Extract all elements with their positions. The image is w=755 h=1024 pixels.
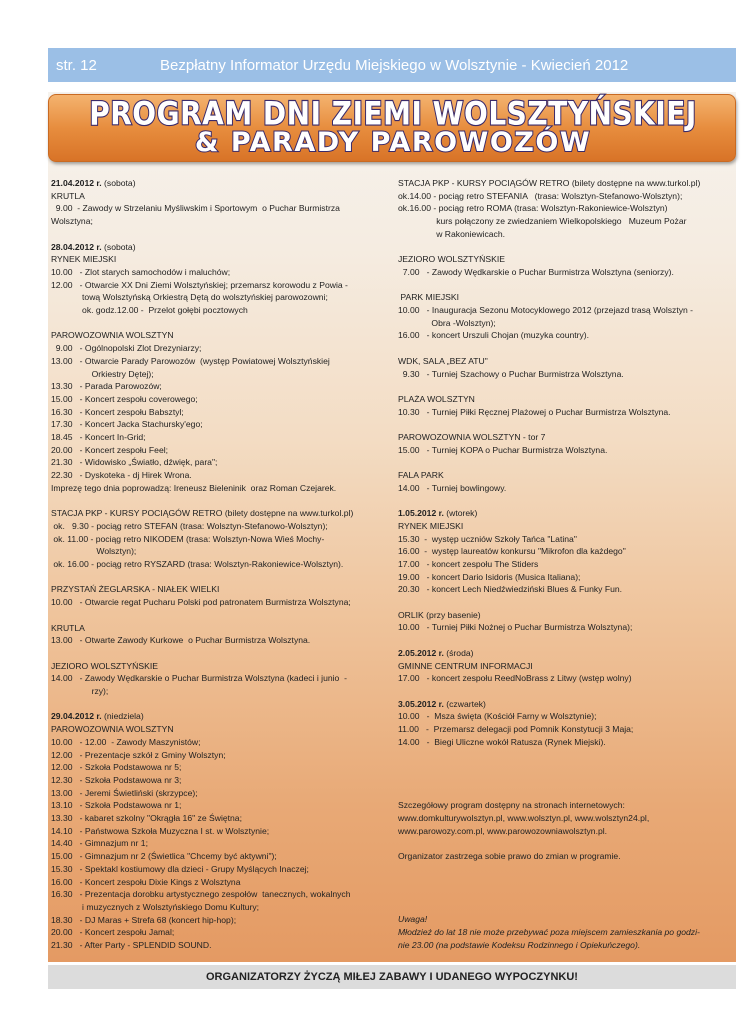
program-text: KRUTLA <box>51 190 85 201</box>
program-line <box>398 913 733 926</box>
program-line <box>51 660 391 673</box>
program-text: ok.14.00 - pociąg retro STEFANIA (trasa: Wolsztyn-Stefanowo-Wolsztyn); <box>398 190 683 201</box>
line-gap <box>398 748 733 761</box>
line-gap <box>398 685 733 698</box>
program-text: ok. 11.00 - pociąg retro NIKODEM (trasa: Wolsztyn-Nowa Wieś Mochy- <box>51 533 325 544</box>
program-line <box>398 507 733 520</box>
line-gap <box>398 888 733 901</box>
program-text: 9.00 - Zawody w Strzelaniu Myśliwskim i Sportowym o Puchar Burmistrza <box>51 203 340 214</box>
program-line <box>398 736 733 749</box>
program-text: www.domkulturywolsztyn.pl, www.wolsztyn.pl, www.wolsztyn24.pl, <box>398 812 650 823</box>
program-text: 22.30 - Dyskoteka - dj Hirek Wrona. <box>51 470 192 481</box>
line-gap <box>398 342 733 355</box>
program-date: 21.04.2012 r. <box>51 178 102 188</box>
program-line <box>51 596 391 609</box>
program-line <box>51 469 391 482</box>
program-line <box>51 761 391 774</box>
right-column <box>398 177 733 952</box>
program-line <box>398 329 733 342</box>
line-gap <box>51 228 391 241</box>
program-text: Szczegółowy program dostępny na stronach internetowych: <box>398 800 625 811</box>
program-line <box>398 533 733 546</box>
program-text: 14.00 - Zawody Wędkarskie o Puchar Burmistrza Wolsztyna (kadeci i junio - <box>51 673 347 684</box>
program-text: 7.00 - Zawody Wędkarskie o Puchar Burmistrza Wolsztyna (seniorzy). <box>398 266 674 277</box>
banner-title-line1: PROGRAM DNI ZIEMI WOLSZTYŃSKIEJ <box>89 94 697 133</box>
program-line <box>51 634 391 647</box>
program-text: 13.00 - Otwarcie Parady Parowozów (występ Powiatowej Wolsztyńskiej <box>51 355 330 366</box>
program-text: 12.00 - Prezentacje szkół z Gminy Wolsztyn; <box>51 749 226 760</box>
program-text: 18.45 - Koncert In-Grid; <box>51 432 146 443</box>
program-line <box>398 177 733 190</box>
program-text: ok.16.00 - pociąg retro ROMA (trasa: Wolsztyn-Rakoniewice-Wolsztyn) <box>398 203 668 214</box>
line-gap <box>398 279 733 292</box>
program-text: 21.30 - After Party - SPLENDID SOUND. <box>51 940 212 951</box>
program-line <box>398 926 733 939</box>
program-text: (czwartek) <box>443 698 486 709</box>
program-text: PAROWOZOWNIA WOLSZTYN <box>51 724 174 735</box>
program-text: 13.10 - Szkoła Podstawowa nr 1; <box>51 800 182 811</box>
program-line <box>51 215 391 228</box>
program-line <box>51 342 391 355</box>
program-line <box>51 787 391 800</box>
program-text: RYNEK MIEJSKI <box>398 520 464 531</box>
program-text: 17.00 - koncert zespołu ReedNoBrass z Litwy (wstęp wolny) <box>398 673 632 684</box>
program-text: 13.30 - Parada Parowozów; <box>51 381 162 392</box>
program-line <box>398 672 733 685</box>
program-text: STACJA PKP - KURSY POCIĄGÓW RETRO (bilety dostępne na www.turkol.pl) <box>398 178 701 188</box>
program-text: ok. 16.00 - pociąg retro RYSZARD (trasa: Wolsztyn-Rakoniewice-Wolsztyn). <box>51 559 344 570</box>
line-gap <box>398 761 733 774</box>
program-text: 17.00 - koncert zespołu The Stiders <box>398 558 539 569</box>
program-line <box>398 482 733 495</box>
program-text: STACJA PKP - KURSY POCIĄGÓW RETRO (bilety dostępne na www.turkol.pl) <box>51 508 354 519</box>
program-text: PAROWOZOWNIA WOLSZTYN - tor 7 <box>398 431 546 442</box>
program-text: 12.00 - Otwarcie XX Dni Ziemi Wolsztyńskiej; przemarsz korowodu z Powia - <box>51 279 348 290</box>
program-line <box>51 507 391 520</box>
line-gap <box>398 875 733 888</box>
program-text: nie 23.00 (na podstawie Kodeksu Rodzinnego i Opiekuńczego). <box>398 939 641 950</box>
program-line <box>398 850 733 863</box>
program-text: 12.30 - Szkoła Podstawowa nr 3; <box>51 774 182 785</box>
program-line <box>51 876 391 889</box>
program-line <box>398 660 733 673</box>
program-text: (środa) <box>443 647 474 658</box>
line-gap <box>51 609 391 622</box>
program-text: rzy); <box>51 686 109 697</box>
program-line <box>51 812 391 825</box>
program-text: Uwaga! <box>398 914 428 925</box>
line-gap <box>51 647 391 660</box>
line-gap <box>398 901 733 914</box>
program-line <box>398 393 733 406</box>
program-line <box>398 253 733 266</box>
footer-text: ORGANIZATORZY ŻYCZĄ MIŁEJ ZABAWY I UDANEGO WYPOCZYNKU! <box>206 971 578 983</box>
program-line <box>51 558 391 571</box>
program-text: 18.30 - DJ Maras + Strefa 68 (koncert hip-hop); <box>51 914 237 925</box>
program-line <box>51 241 391 254</box>
program-line <box>398 799 733 812</box>
left-column <box>51 177 391 952</box>
program-date: 3.05.2012 r. <box>398 698 444 709</box>
program-text: 13.00 - Otwarte Zawody Kurkowe o Puchar Burmistrza Wolsztyna. <box>51 635 311 646</box>
program-text: (sobota) <box>101 178 136 188</box>
page-header <box>48 48 736 82</box>
program-text: KRUTLA <box>51 622 85 633</box>
program-line <box>398 202 733 215</box>
line-gap <box>398 380 733 393</box>
program-line <box>51 685 391 698</box>
program-text: 20.00 - Koncert zespołu Jamal; <box>51 927 175 938</box>
program-text: 14.10 - Państwowa Szkoła Muzyczna I st. w Wolsztynie; <box>51 825 270 836</box>
program-line <box>398 190 733 203</box>
program-text: 10.30 - Turniej Piłki Ręcznej Plażowej o Puchar Burmistrza Wolsztyna. <box>398 406 671 417</box>
line-gap <box>398 787 733 800</box>
program-line <box>398 710 733 723</box>
publication-title: Bezpłatny Informator Urzędu Miejskiego w Wolsztynie - Kwiecień 2012 <box>160 56 629 74</box>
program-line <box>398 545 733 558</box>
program-line <box>51 520 391 533</box>
program-text: Wolsztyn); <box>51 546 137 557</box>
program-line <box>398 291 733 304</box>
line-gap <box>51 317 391 330</box>
program-line <box>51 837 391 850</box>
program-line <box>51 368 391 381</box>
program-line <box>51 190 391 203</box>
program-text: 9.00 - Ogólnopolski Zlot Drezyniarzy; <box>51 343 202 354</box>
program-line <box>51 888 391 901</box>
program-text: i muzycznych z Wolsztyńskiego Domu Kultury; <box>51 901 260 912</box>
program-line <box>398 520 733 533</box>
program-line <box>51 431 391 444</box>
line-gap <box>398 418 733 431</box>
program-line <box>51 444 391 457</box>
program-text: 10.00 - Otwarcie regat Pucharu Polski pod patronatem Burmistrza Wolsztyna; <box>51 597 351 608</box>
program-text: Obra -Wolsztyn); <box>398 317 496 328</box>
program-text: 20.30 - koncert Lech Niedźwiedziński Blues & Funky Fun. <box>398 584 623 595</box>
program-line <box>51 622 391 635</box>
program-text: 13.00 - Jeremi Świetliński (skrzypce); <box>51 787 198 798</box>
program-text: WDK, SALA „BEZ ATU" <box>398 355 488 366</box>
program-line <box>51 266 391 279</box>
program-line <box>51 482 391 495</box>
program-text: 10.00 - Turniej Piłki Nożnej o Puchar Burmistrza Wolsztyna); <box>398 622 633 633</box>
program-text: 11.00 - Przemarsz delegacji pod Pomnik Konstytucji 3 Maja; <box>398 724 634 735</box>
program-line <box>51 291 391 304</box>
program-text: 13.30 - kabaret szkolny "Okrągła 16" ze Świętna; <box>51 813 242 824</box>
program-text: kurs połączony ze zwiedzaniem Wielkopolskiego Muzeum Pożar <box>398 216 687 227</box>
program-line <box>51 456 391 469</box>
program-text: Wolsztyna; <box>51 216 93 227</box>
program-line <box>51 825 391 838</box>
program-line <box>51 329 391 342</box>
program-line <box>398 444 733 457</box>
program-line <box>51 253 391 266</box>
program-text: 15.30 - występ uczniów Szkoły Tańca "Latina" <box>398 533 577 544</box>
program-text: tową Wolsztyńską Orkiestrą Dętą do wolsztyńskiej parowozowni; <box>51 292 328 303</box>
program-line <box>398 939 733 952</box>
program-text: Orkiestry Dętej); <box>51 368 154 379</box>
program-line <box>51 202 391 215</box>
footer-banner <box>48 965 736 989</box>
program-line <box>398 469 733 482</box>
program-text: 21.30 - Widowisko „Światło, dźwięk, para"; <box>51 457 218 468</box>
program-line <box>51 355 391 368</box>
program-text: 17.30 - Koncert Jacka Stachursky'ego; <box>51 419 203 430</box>
program-line <box>51 380 391 393</box>
program-line <box>51 723 391 736</box>
title-banner <box>48 94 736 162</box>
program-text: (wtorek) <box>443 508 478 519</box>
program-line <box>398 355 733 368</box>
program-line <box>398 621 733 634</box>
program-text: 12.00 - Szkoła Podstawowa nr 5; <box>51 762 182 773</box>
program-text: Młodzież do lat 18 nie może przebywać poza miejscem zamieszkania po godzi- <box>398 927 700 938</box>
program-line <box>51 672 391 685</box>
program-text: FALA PARK <box>398 470 444 481</box>
program-line <box>51 177 391 190</box>
program-date: 2.05.2012 r. <box>398 647 444 658</box>
program-line <box>51 749 391 762</box>
program-line <box>51 393 391 406</box>
program-date: 28.04.2012 r. <box>51 241 102 252</box>
program-text: JEZIORO WOLSZTYŃSKIE <box>51 660 158 671</box>
program-text: 10.00 - 12.00 - Zawody Maszynistów; <box>51 736 201 747</box>
program-text: ok. 9.30 - pociąg retro STEFAN (trasa: Wolsztyn-Stefanowo-Wolsztyn); <box>51 520 328 531</box>
program-text: 10.00 - Msza święta (Kościół Farny w Wolsztynie); <box>398 711 597 722</box>
program-line <box>398 266 733 279</box>
program-line <box>51 583 391 596</box>
program-text: 16.30 - Prezentacja dorobku artystycznego zespołów tanecznych, wokalnych <box>51 889 351 900</box>
program-text: 14.40 - Gimnazjum nr 1; <box>51 838 148 849</box>
program-line <box>398 215 733 228</box>
program-text: 14.00 - Turniej bowlingowy. <box>398 482 507 493</box>
program-text: 15.00 - Turniej KOPA o Puchar Burmistrza Wolsztyna. <box>398 444 608 455</box>
line-gap <box>398 241 733 254</box>
program-text: 14.00 - Biegi Uliczne wokół Ratusza (Rynek Miejski). <box>398 736 606 747</box>
program-text: 19.00 - koncert Dario Isidoris (Musica Italiana); <box>398 571 581 582</box>
program-line <box>51 545 391 558</box>
program-line <box>398 647 733 660</box>
program-text: 10.00 - Zlot starych samochodów i maluchów; <box>51 266 231 277</box>
line-gap <box>51 698 391 711</box>
program-line <box>51 939 391 952</box>
program-line <box>398 812 733 825</box>
line-gap <box>398 596 733 609</box>
program-text: w Rakoniewicach. <box>398 228 505 239</box>
program-line <box>398 558 733 571</box>
program-text: GMINNE CENTRUM INFORMACJI <box>398 660 533 671</box>
program-text: www.parowozy.com.pl, www.parowozowniawolsztyn.pl. <box>398 825 608 836</box>
program-line <box>398 317 733 330</box>
program-text: PARK MIEJSKI <box>398 292 459 303</box>
program-line <box>51 279 391 292</box>
page-number: str. 12 <box>56 56 97 74</box>
program-line <box>398 583 733 596</box>
program-text: PAROWOZOWNIA WOLSZTYN <box>51 330 174 341</box>
line-gap <box>398 456 733 469</box>
program-line <box>398 609 733 622</box>
program-text: PRZYSTAŃ ŻEGLARSKA - NIAŁEK WIELKI <box>51 584 220 595</box>
program-line <box>51 304 391 317</box>
program-text: 15.00 - Gimnazjum nr 2 (Świetlica "Chcemy być aktywni"); <box>51 851 277 862</box>
line-gap <box>398 863 733 876</box>
program-text: 15.30 - Spektakl kostiumowy dla dzieci - Grupy Myślących Inaczej; <box>51 863 309 874</box>
program-text: (sobota) <box>101 241 136 252</box>
program-text: 16.00 - Koncert zespołu Dixie Kings z Wolsztyna <box>51 876 241 887</box>
line-gap <box>51 495 391 508</box>
program-text: Organizator zastrzega sobie prawo do zmian w programie. <box>398 851 621 862</box>
program-date: 29.04.2012 r. <box>51 711 102 722</box>
program-line <box>51 418 391 431</box>
line-gap <box>398 634 733 647</box>
program-line <box>398 228 733 241</box>
program-line <box>51 914 391 927</box>
program-line <box>51 406 391 419</box>
program-text: PLAŻA WOLSZTYN <box>398 393 475 404</box>
program-line <box>51 863 391 876</box>
program-line <box>398 571 733 584</box>
program-text: 16.00 - występ laureatów konkursu "Mikrofon dla każdego" <box>398 546 626 557</box>
program-line <box>51 901 391 914</box>
program-line <box>398 406 733 419</box>
program-text: 9.30 - Turniej Szachowy o Puchar Burmistrza Wolsztyna. <box>398 368 624 379</box>
program-line <box>398 368 733 381</box>
line-gap <box>398 774 733 787</box>
program-line <box>51 926 391 939</box>
program-text: 16.00 - koncert Urszuli Chojan (muzyka country). <box>398 330 590 341</box>
program-text: Imprezę tego dnia poprowadzą: Ireneusz Bieleninik oraz Roman Czejarek. <box>51 482 337 493</box>
program-line <box>51 774 391 787</box>
program-line <box>398 304 733 317</box>
program-text: ok. godz.12.00 - Przelot gołębi pocztowych <box>51 305 248 316</box>
program-line <box>51 799 391 812</box>
program-line <box>51 736 391 749</box>
program-text: JEZIORO WOLSZTYŃSKIE <box>398 254 505 265</box>
program-text: ORLIK (przy basenie) <box>398 609 481 620</box>
program-line <box>51 850 391 863</box>
program-line <box>51 710 391 723</box>
program-date: 1.05.2012 r. <box>398 508 444 519</box>
program-line <box>398 431 733 444</box>
line-gap <box>398 837 733 850</box>
program-text: 10.00 - Inauguracja Sezonu Motocyklowego 2012 (przejazd trasą Wolsztyn - <box>398 305 694 315</box>
banner-title-line2: & PARADY PAROWOZÓW <box>194 127 592 158</box>
program-line <box>398 698 733 711</box>
program-line <box>398 825 733 838</box>
program-text: 15.00 - Koncert zespołu coverowego; <box>51 393 198 404</box>
program-text: RYNEK MIEJSKI <box>51 254 117 265</box>
program-line <box>398 723 733 736</box>
program-line <box>51 533 391 546</box>
program-text: 20.00 - Koncert zespołu Feel; <box>51 444 169 455</box>
line-gap <box>51 571 391 584</box>
program-text: (niedziela) <box>101 711 144 722</box>
program-text: 16.30 - Koncert zespołu Babsztyl; <box>51 406 184 417</box>
line-gap <box>398 494 733 507</box>
